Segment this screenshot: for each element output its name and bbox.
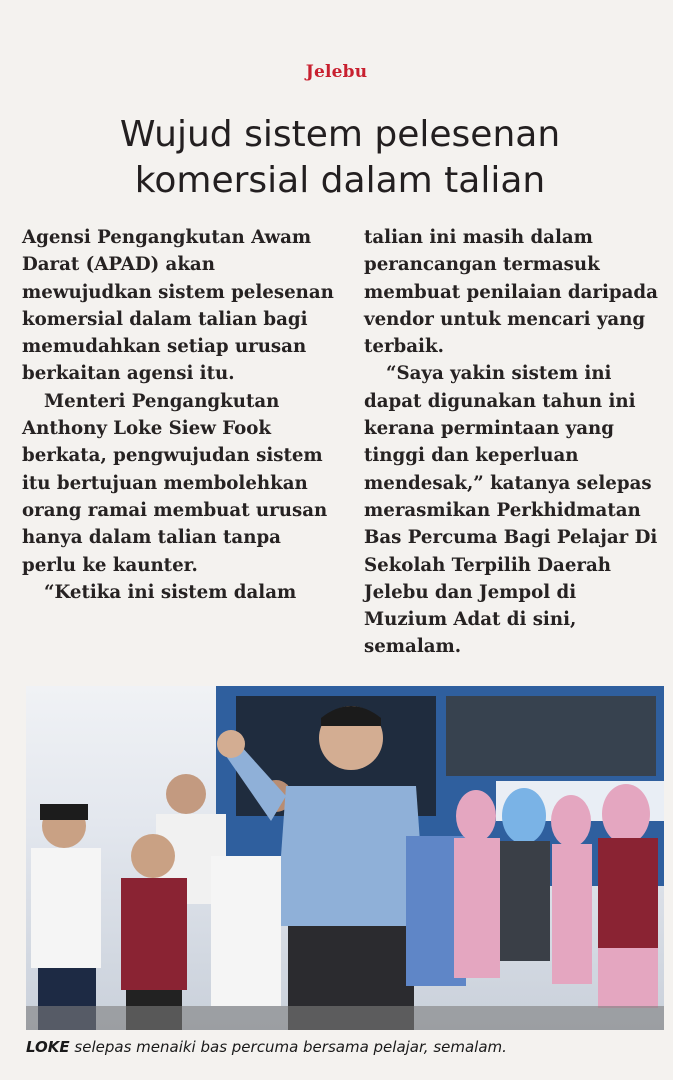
headline [40, 112, 640, 204]
student-head [131, 834, 175, 878]
student-skirt [598, 948, 658, 1008]
article-column-left [22, 224, 337, 606]
paragraph-3-start: “Ketika ini sistem dalam [44, 581, 297, 603]
bus-window [446, 696, 656, 776]
waving-hand [217, 730, 245, 758]
caption-lead: LOKE [26, 1038, 70, 1056]
student-tudung [502, 788, 546, 844]
student-uniform [552, 844, 592, 984]
headline-line-2: komersial dalam talian [134, 160, 546, 201]
student-cap [40, 804, 88, 820]
student-tudung [551, 795, 591, 847]
student-tudung [456, 790, 496, 842]
paragraph-2: Menteri Pengangkutan Anthony Loke Siew Fook berkata, pengwujudan sistem itu bertujuan membolehkan orang ramai membuat urusan hanya dalam talian tanpa perlu ke kaunter. [22, 390, 328, 576]
person-head [166, 774, 206, 814]
student-uniform [454, 838, 500, 978]
student-pinafore [500, 841, 550, 961]
paragraph-4: “Saya yakin sistem ini dapat digunakan tahun ini kerana permintaan yang tinggi dan keperluan mendesak,” katanya selepas merasmikan Perkhidmatan Bas Percuma Bagi Pelajar Di Sekolah Terpilih Daerah Jelebu dan Jempol di Muzium Adat di sini, semalam. [364, 363, 658, 658]
news-photo [26, 686, 664, 1030]
section-label: Jelebu [305, 62, 368, 82]
article-column-right [364, 224, 664, 661]
student-shirt [31, 848, 101, 968]
student-shirt [211, 856, 281, 1006]
paragraph-1: Agensi Pengangkutan Awam Darat (APAD) akan mewujudkan sistem pelesenan komersial dalam talian bagi memudahkan setiap urusan berkaitan agensi itu. [22, 227, 334, 385]
ground [26, 1006, 664, 1030]
headline-line-1: Wujud sistem pelesenan [119, 114, 561, 155]
student-tudung [602, 784, 650, 844]
minister-shirt [276, 786, 426, 926]
photo-caption [26, 1038, 666, 1056]
paragraph-3-continued: talian ini masih dalam perancangan termasuk membuat penilaian daripada vendor untuk mencari yang terbaik. [364, 227, 658, 358]
student-vest [598, 838, 658, 948]
student-vest [121, 878, 187, 990]
photo-illustration [26, 686, 664, 1030]
caption-text: selepas menaiki bas percuma bersama pelajar, semalam. [69, 1038, 507, 1056]
